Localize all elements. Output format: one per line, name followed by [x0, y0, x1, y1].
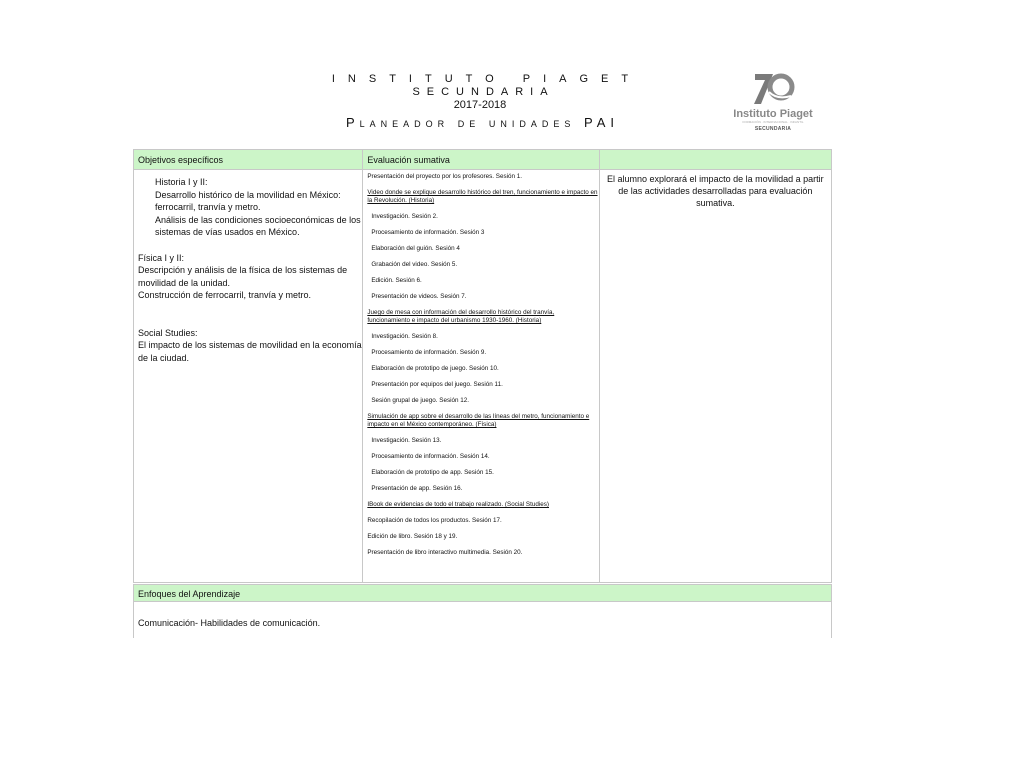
social-item: El impacto de los sistemas de movilidad en la economía de la ciudad. — [138, 340, 362, 363]
activity-juego: Juego de mesa con información del desarrollo histórico del tranvía, funcionamiento e impacto del urbanismo 1930-1960. (Historia) — [367, 309, 555, 324]
school-year: 2017-2018 — [453, 99, 507, 111]
impacto-text: El alumno explorará el impacto de la movilidad a partir de las actividades desarrolladas para evaluación sumativa. — [607, 174, 824, 208]
logo-tagline: FORMACIÓN · INTERNACIONAL · INFANTIL — [742, 120, 804, 124]
unit-planner-table — [133, 149, 832, 583]
activity-step: Edición de libro. Sesión 18 y 19. — [367, 533, 458, 540]
social-title: Social Studies: — [138, 327, 198, 338]
document-title: Planeador de unidades PAI — [345, 115, 620, 130]
enfoques-section — [133, 584, 832, 638]
enfoques-header: Enfoques del Aprendizaje — [133, 584, 832, 602]
header-objetivos: Objetivos específicos — [134, 150, 363, 170]
activity-step: Procesamiento de información. Sesión 9. — [371, 349, 487, 356]
activity-step: Investigación. Sesión 2. — [371, 213, 438, 220]
activity-step: Sesión grupal de juego. Sesión 12. — [371, 397, 470, 404]
historia-item: Desarrollo histórico de la movilidad en México: ferrocarril, tranvía y metro. — [155, 189, 341, 212]
activity-step: Procesamiento de información. Sesión 14. — [371, 453, 490, 460]
document-header — [290, 72, 670, 132]
header-evaluacion: Evaluación sumativa — [363, 150, 599, 170]
activity-step: Presentación por equipos del juego. Sesión 11. — [371, 381, 503, 388]
activity-step: Presentación de app. Sesión 16. — [371, 485, 463, 492]
activity-step: Elaboración de prototipo de app. Sesión 15. — [371, 469, 494, 476]
fisica-item: Construcción de ferrocarril, tranvía y metro. — [138, 290, 312, 300]
activity-step: Procesamiento de información. Sesión 3 — [371, 229, 485, 236]
activity-step: Presentación de videos. Sesión 7. — [371, 293, 467, 300]
table-body-row — [134, 170, 832, 583]
evaluacion-cell — [363, 170, 599, 583]
activity-step: Edición. Sesión 6. — [371, 277, 422, 284]
activity-step: Investigación. Sesión 13. — [371, 437, 442, 444]
activity-step: Recopilación de todos los productos. Sesión 17. — [367, 517, 502, 524]
institution-name: INSTITUTO PIAGET — [331, 73, 642, 85]
activity-app: Simulación de app sobre el desarrollo de las líneas del metro, funcionamiento e impacto en el México contemporáneo. (Física) — [367, 413, 590, 428]
table-header-row — [134, 150, 832, 170]
fisica-item: Descripción y análisis de la física de los sistemas de movilidad de la unidad. — [138, 265, 348, 288]
logo-subtitle: SECUNDARIA — [754, 126, 792, 132]
objetivos-cell — [134, 170, 363, 583]
impacto-cell — [599, 170, 831, 583]
logo-name: Instituto Piaget — [733, 108, 813, 120]
activity-step: Investigación. Sesión 8. — [371, 333, 438, 340]
fisica-title: Física I y II: — [138, 252, 185, 263]
activity-step: Elaboración de prototipo de juego. Sesión 10. — [371, 365, 499, 372]
instituto-piaget-logo — [733, 70, 813, 136]
activity-video: Video donde se explique desarrollo histórico del tren, funcionamiento e impacto en la Revolución. (Historia) — [367, 189, 598, 204]
header-empty — [599, 150, 831, 170]
instituto-piaget-logo-icon — [751, 70, 795, 108]
historia-title: Historia I y II: — [155, 177, 208, 187]
enfoques-content: Comunicación- Habilidades de comunicación. — [133, 602, 832, 638]
historia-item: Análisis de las condiciones socioeconómicas de los sistemas de vías usados en México. — [155, 214, 361, 237]
activity-step: Presentación de libro interactivo multimedia. Sesión 20. — [367, 549, 523, 556]
activity-step: Elaboración del guión. Sesión 4 — [371, 245, 460, 252]
evaluacion-intro: Presentación del proyecto por los profesores. Sesión 1. — [367, 173, 523, 180]
activity-step: Grabación del video. Sesión 5. — [371, 261, 458, 268]
school-level: SECUNDARIA — [412, 86, 555, 98]
activity-ibook: IBook de evidencias de todo el trabajo realizado. (Social Studies) — [367, 501, 549, 508]
